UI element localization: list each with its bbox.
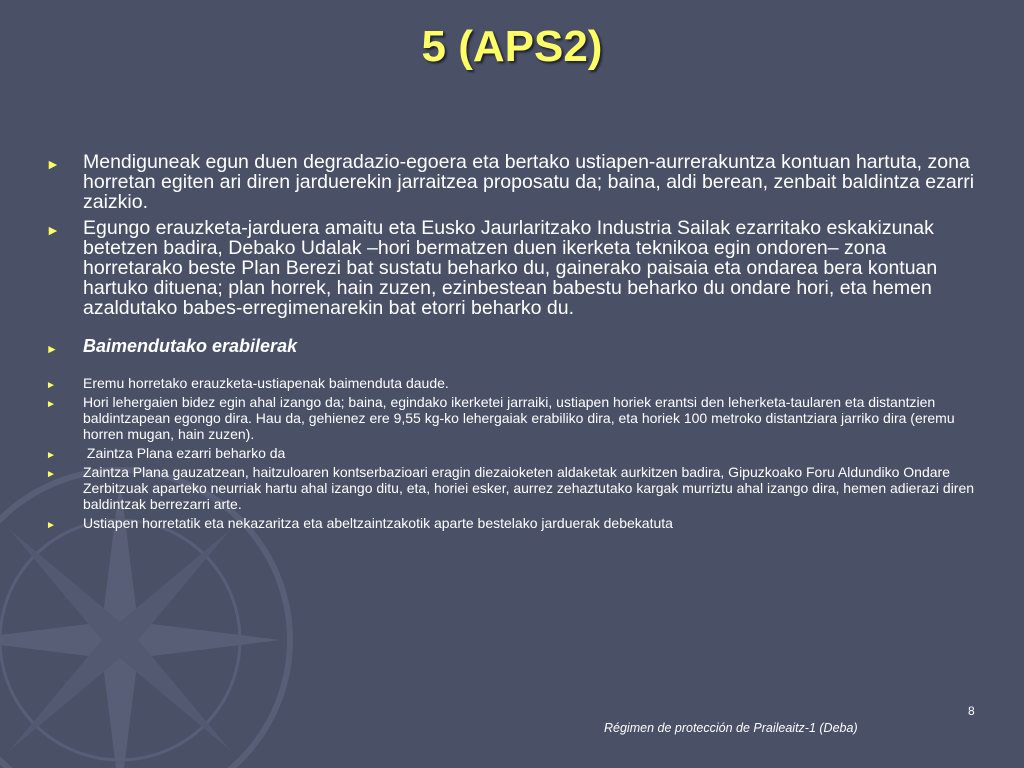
triangle-right-icon: ► <box>46 156 60 172</box>
slide-title: 5 (APS2) <box>421 22 603 71</box>
section-heading-item <box>46 336 986 356</box>
sub-bullet-text: Eremu horretako erauzketa-ustiapenak baimenduta daude. <box>83 375 449 391</box>
main-bullet-item <box>46 218 986 318</box>
triangle-right-icon: ► <box>46 469 56 480</box>
section-heading: Baimendutako erabilerak <box>83 336 298 356</box>
sub-bullet-item <box>46 394 986 442</box>
main-bullet-text: Egungo erauzketa-jarduera amaitu eta Eusko Jaurlaritzako Industria Sailak ezarritako eskakizunak betetzen badira, Debako Udalak –hori bermatzen duen ikerketa teknikoa egin ondoren– zona horretarako beste Plan Berezi bat sustatu beharko du, gainerako paisaia eta ondarea bera kontuan hartuko dituena; plan horrek, hain zuzen, ezinbestean babestu beharko du ondare hori, eta hemen azaldutako babes-erregimenarekin bat etorri beharko du. <box>83 217 938 319</box>
triangle-right-icon: ► <box>46 342 58 356</box>
slide-footer: Régimen de protección de Praileaitz-1 (Deba) <box>604 721 858 735</box>
triangle-right-icon: ► <box>46 520 56 531</box>
triangle-right-icon: ► <box>46 450 56 461</box>
sub-bullet-item <box>46 515 986 531</box>
page-number: 8 <box>968 704 975 718</box>
sub-bullet-text: Zaintza Plana gauzatzean, haitzuloaren kontserbazioari eragin diezaioketen aldaketak aurkitzen badira, Gipuzkoako Foru Aldundiko Ondare Zerbitzuak aparteko neurriak hartu ahal izango ditu, eta, horiei esker, aurrez zehaztutako kargak murriztu ahal izango dira, hemen adierazi diren baldintzak berrezarri arte. <box>83 464 975 512</box>
triangle-right-icon: ► <box>46 399 56 410</box>
triangle-right-icon: ► <box>46 222 60 238</box>
sub-bullet-item <box>46 445 986 461</box>
triangle-right-icon: ► <box>46 380 56 391</box>
sub-bullet-text: Ustiapen horretatik eta nekazaritza eta abeltzaintzakotik aparte bestelako jarduerak debekatuta <box>83 515 673 531</box>
sub-bullet-text: Zaintza Plana ezarri beharko da <box>83 445 286 461</box>
main-bullet-item <box>46 152 986 212</box>
sub-bullet-item <box>46 375 986 391</box>
slide-content <box>46 152 986 534</box>
sub-bullet-text: Hori lehergaien bidez egin ahal izango da; baina, egindako ikerketei jarraiki, ustiapen horiek erantsi den leherketa-taularen eta distantzien baldintzapean egongo dira. Hau da, gehienez ere 9,55 kg-ko lehergaiak erabiliko dira, eta horiek 100 metroko distantziara jarriko dira (eremu horren mugan, hain zuzen). <box>83 394 955 442</box>
sub-bullet-item <box>46 464 986 512</box>
main-bullet-text: Mendiguneak egun duen degradazio-egoera eta bertako ustiapen-aurrerakuntza kontuan hartuta, zona horretan egiten ari diren jarduerekin jarraitzea proposatu da; baina, aldi berean, zenbait baldintza ezarri zaizkio. <box>83 151 975 213</box>
